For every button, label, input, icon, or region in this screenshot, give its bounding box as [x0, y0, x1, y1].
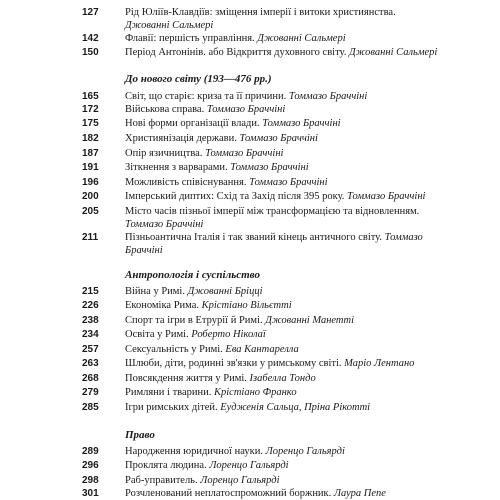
entry-author: Томмазо Браччіні — [206, 104, 286, 115]
entry-author: Томмазо Браччіні — [249, 177, 328, 188]
entry-title: Римляни і тварини. — [125, 387, 212, 398]
entry-text — [125, 161, 460, 174]
page-number: 263 — [82, 358, 99, 369]
entry-title: Світ, що старіє: криза та її причини. — [125, 91, 287, 102]
entry-author: Джованні Манетті — [265, 315, 355, 326]
entry-author: Джованні Бріцці — [187, 286, 263, 297]
page-number: 175 — [82, 118, 99, 129]
entry-author: Крістіано Франко — [214, 387, 297, 398]
entry-author: Еудженія Сальца, Пріна Рікотті — [220, 402, 371, 413]
entry-title: Флавії: першість управління. — [125, 33, 255, 44]
entry-author: Джованні Сальмері — [349, 47, 438, 58]
entry-title: Освіта у Римі. — [125, 329, 189, 340]
entry-title: Пізньоантична Італія і так званий кінець античного світу. — [125, 232, 383, 243]
entry-title: Місто часів пізньої імперії між трансформацією та відновленням. — [125, 206, 420, 217]
page-number: 196 — [82, 177, 99, 188]
entry-title: Імперський диптих: Схід та Захід після 395 року. — [125, 191, 345, 202]
entry-title: Військова справа. — [125, 104, 205, 115]
entry-title: Народження юридичної науки. — [125, 446, 263, 457]
entry-text — [125, 343, 460, 356]
entry-author: Ізабелла Тондо — [249, 373, 316, 384]
entry-text — [125, 299, 460, 312]
page-number: 285 — [82, 402, 99, 413]
entry-author: Роберто Ніколаї — [191, 329, 266, 340]
page-number: 205 — [82, 206, 99, 217]
entry-text — [125, 401, 460, 414]
entry-author: Крістіано Вільєтті — [201, 300, 292, 311]
toc-entry — [0, 6, 500, 32]
entry-title: Ігри римських дітей. — [125, 402, 218, 413]
entry-text — [125, 176, 460, 189]
entry-author: Лоренцо Гальярді — [209, 460, 289, 471]
entry-text — [125, 205, 460, 231]
entry-title: Період Антонінів. або Відкриття духовного світу. — [125, 47, 347, 58]
entry-title: Розчленований неплатоспроможний боржник. — [125, 488, 332, 499]
entry-text — [125, 231, 460, 257]
entry-text — [125, 6, 460, 32]
page-number: 215 — [82, 286, 99, 297]
entry-text — [125, 459, 460, 472]
entry-author: Маріо Лентано — [344, 358, 415, 369]
entry-title: Раб-управитель. — [125, 475, 198, 486]
entry-text — [125, 46, 460, 59]
page-number: 238 — [82, 315, 99, 326]
page-number: 150 — [82, 47, 99, 58]
entry-text — [125, 357, 460, 370]
section-heading: До нового світу (193—476 рр.) — [125, 73, 272, 85]
page-number: 226 — [82, 300, 99, 311]
entry-text — [125, 103, 460, 116]
entry-text — [125, 314, 460, 327]
entry-text — [125, 147, 460, 160]
entry-text — [125, 386, 460, 399]
entry-text — [125, 32, 460, 45]
page-number: 200 — [82, 191, 99, 202]
page-number: 268 — [82, 373, 99, 384]
entry-text — [125, 372, 460, 385]
entry-author: Томмазо Браччіні — [230, 162, 309, 173]
page-number: 301 — [82, 488, 99, 499]
entry-title: Нові форми організації влади. — [125, 118, 260, 129]
entry-author: Лоренцо Гальярді — [265, 446, 345, 457]
section-heading: Антропологія і суспільство — [125, 269, 260, 281]
page-number: 298 — [82, 475, 99, 486]
page-number: 142 — [82, 33, 99, 44]
page-number: 165 — [82, 91, 99, 102]
entry-title: Спорт та ігри в Етрурії й Римі. — [125, 315, 263, 326]
entry-text — [125, 487, 460, 500]
entry-author: Томмазо Браччіні — [347, 191, 426, 202]
page-number: 172 — [82, 104, 99, 115]
entry-author: Ева Кантарелла — [225, 344, 299, 355]
page-number: 234 — [82, 329, 99, 340]
entry-author: Лоренцо Гальярді — [200, 475, 280, 486]
page-number: 279 — [82, 387, 99, 398]
entry-text — [125, 474, 460, 487]
page-number: 296 — [82, 460, 99, 471]
entry-author: Лаура Пепе — [333, 488, 386, 499]
entry-text — [125, 190, 460, 203]
page-number: 257 — [82, 344, 99, 355]
entry-text — [125, 285, 460, 298]
entry-title: Опір язичництва. — [125, 148, 203, 159]
entry-title: Повсякдення життя у Римі. — [125, 373, 247, 384]
entry-text — [125, 132, 460, 145]
page-number: 127 — [82, 7, 99, 18]
entry-title: Шлюби, діти, родинні зв'язки у римському світі. — [125, 358, 342, 369]
entry-title: Можливість співіснування. — [125, 177, 247, 188]
entry-text — [125, 445, 460, 458]
page-number: 211 — [82, 232, 99, 243]
page-number: 182 — [82, 133, 99, 144]
section-heading: Право — [125, 429, 155, 441]
entry-text — [125, 90, 460, 103]
entry-author: Джованні Сальмері — [257, 33, 346, 44]
entry-author: Томмазо Браччіні — [205, 148, 284, 159]
entry-author: Джованні Сальмері — [125, 20, 214, 31]
entry-title: Економіка Рима. — [125, 300, 200, 311]
entry-title: Зіткнення з варварами. — [125, 162, 228, 173]
entry-author: Томмазо Браччіні — [125, 232, 423, 256]
page-number: 191 — [82, 162, 99, 173]
entry-title: Рід Юліїв-Клавдіїв: зміщення імперії і витоки християнства. — [125, 7, 396, 18]
entry-text — [125, 117, 460, 130]
page-number: 289 — [82, 446, 99, 457]
entry-author: Томмазо Браччіні — [239, 133, 318, 144]
entry-title: Сексуальність у Римі. — [125, 344, 223, 355]
entry-author: Томмазо Браччіні — [262, 118, 341, 129]
entry-text — [125, 328, 460, 341]
entry-author: Томмазо Браччіні — [125, 219, 204, 230]
entry-title: Війна у Римі. — [125, 286, 185, 297]
page-number: 187 — [82, 148, 99, 159]
entry-title: Християнізація держави. — [125, 133, 237, 144]
entry-author: Томмазо Браччіні — [288, 91, 368, 102]
entry-title: Проклята людина. — [125, 460, 207, 471]
